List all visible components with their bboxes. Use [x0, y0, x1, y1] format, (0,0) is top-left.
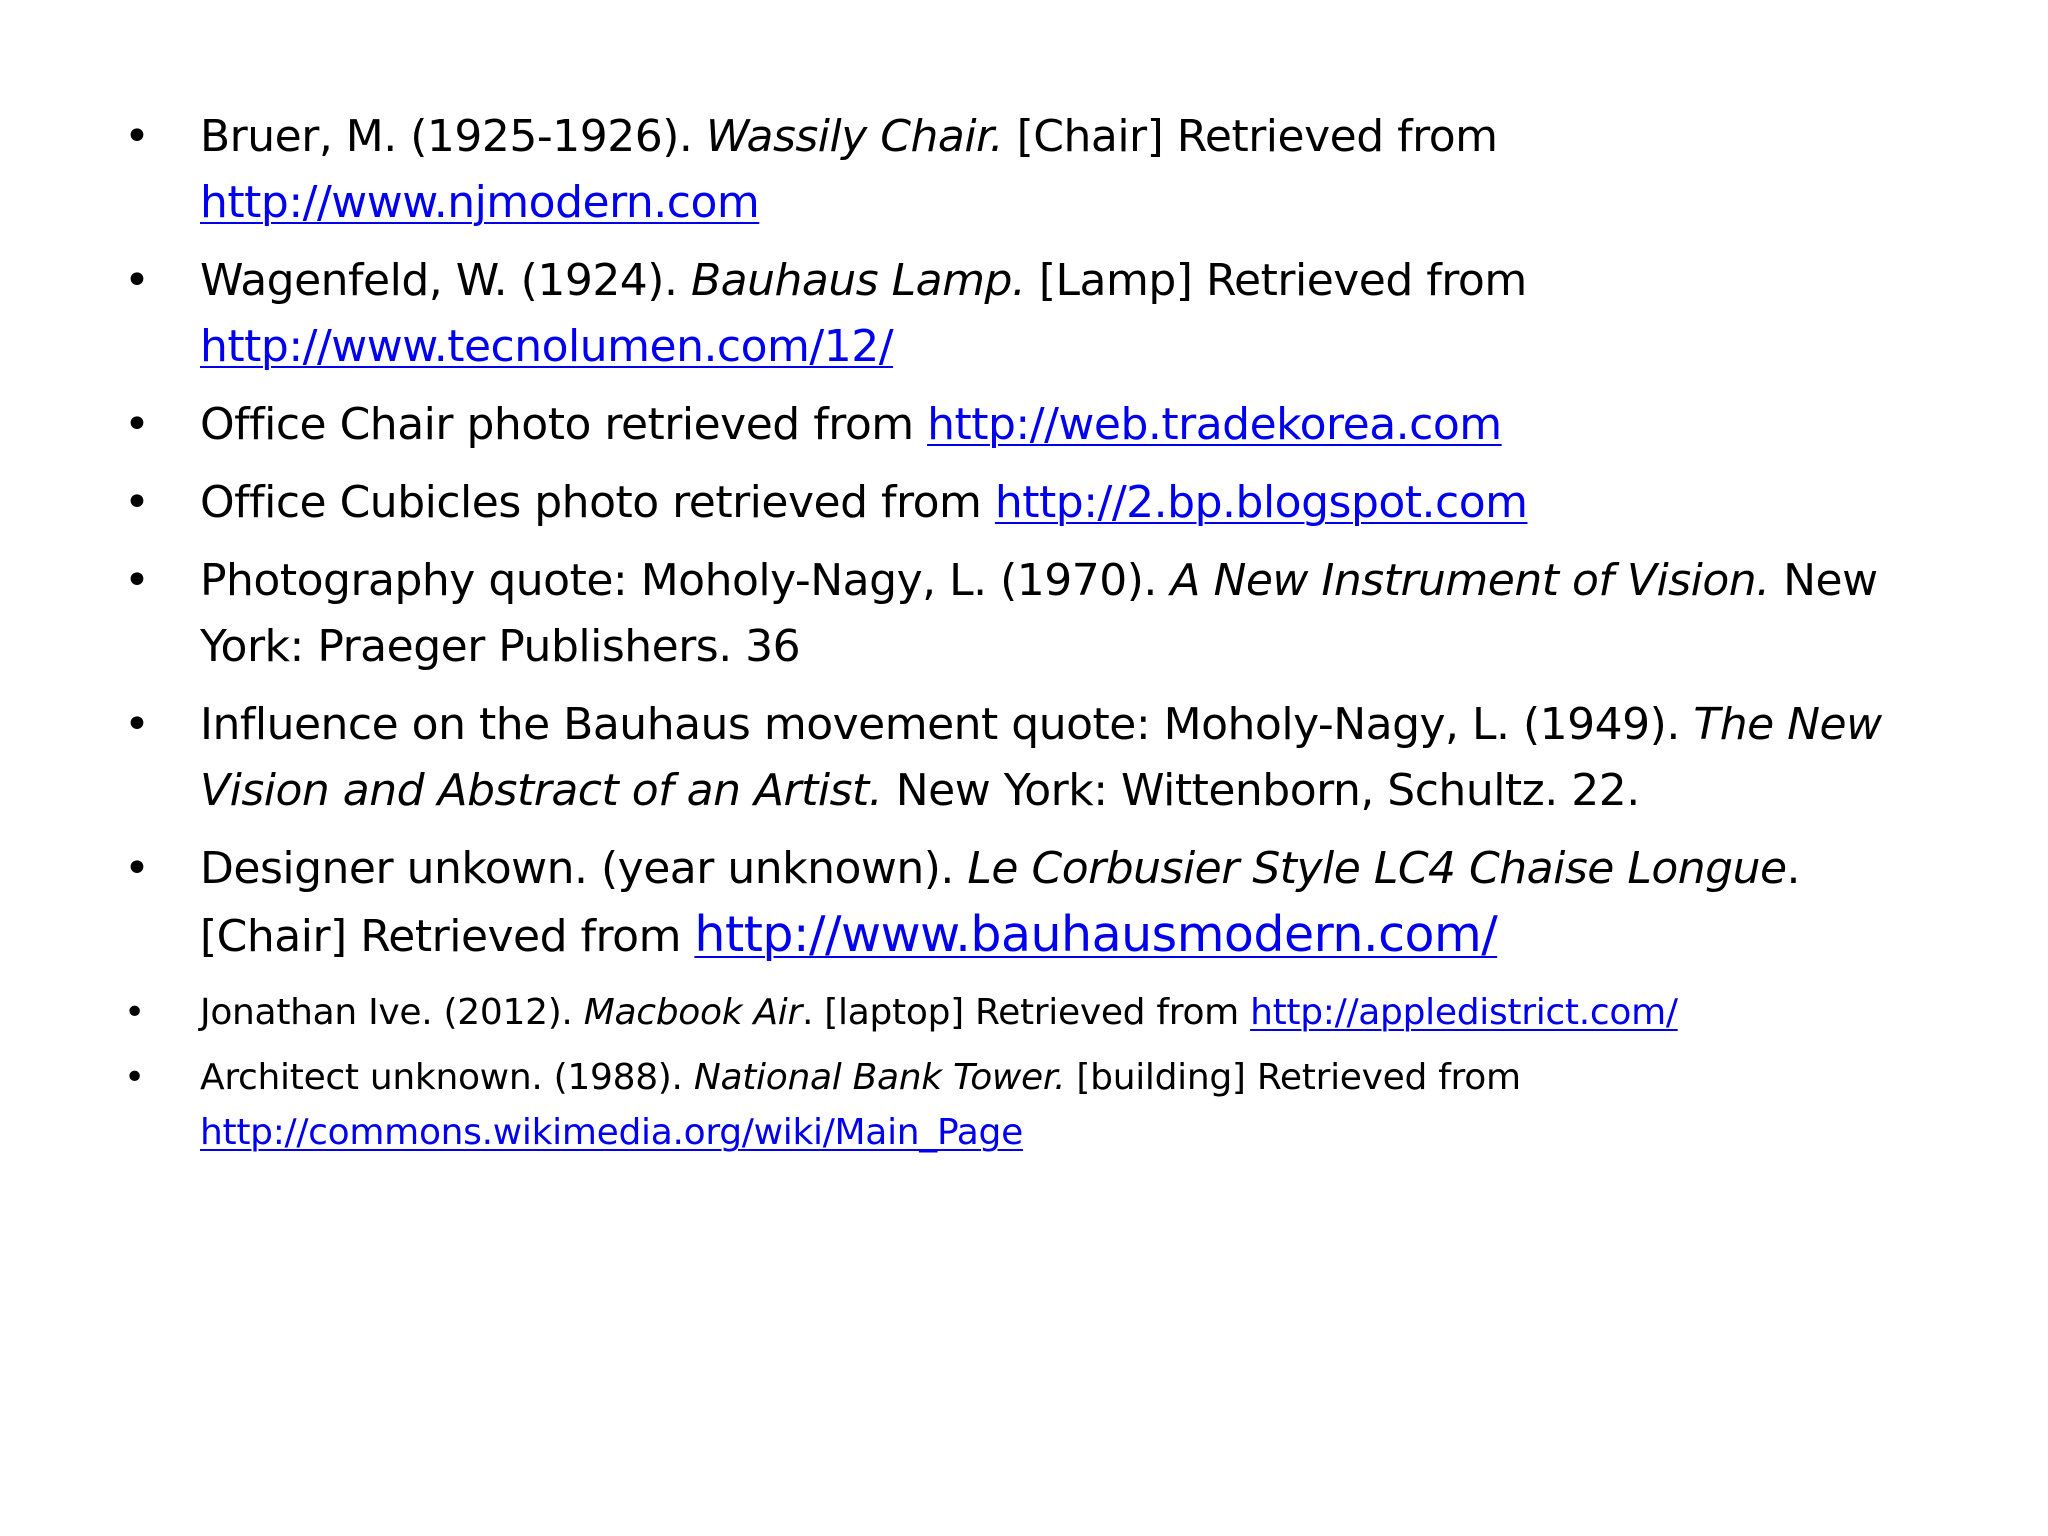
- reference-line: [200, 1105, 1940, 1160]
- source-link-appledistrict[interactable]: http://appledistrict.com/: [1250, 992, 1678, 1033]
- reference-line: [200, 170, 1940, 236]
- reference-line: [200, 902, 1940, 970]
- citation-text: .: [1786, 843, 1801, 894]
- bullet-icon: •: [124, 399, 150, 450]
- citation-text: [Chair] Retrieved from: [200, 911, 695, 962]
- work-title: Bauhaus Lamp.: [690, 255, 1026, 306]
- bullet-icon: •: [124, 555, 150, 606]
- citation-text: [building] Retrieved from: [1065, 1057, 1521, 1098]
- reference-item-national-bank-tower: [124, 1050, 1940, 1160]
- source-link-bauhausmodern[interactable]: http://www.bauhausmodern.com/: [694, 906, 1498, 963]
- reference-line: [200, 985, 1940, 1040]
- reference-line: [200, 470, 1940, 536]
- reference-item-bruer: [124, 104, 1940, 236]
- reference-item-lc4-chaise: [124, 836, 1940, 970]
- reference-item-office-cubicles: [124, 470, 1940, 536]
- reference-line: [200, 758, 1940, 824]
- citation-text: Wagenfeld, W. (1924).: [200, 255, 691, 306]
- citation-text: New York: Wittenborn, Schultz. 22.: [882, 765, 1640, 816]
- reference-line: [200, 692, 1940, 758]
- citation-text: Office Cubicles photo retrieved from: [200, 477, 995, 528]
- citation-text: Architect unknown. (1988).: [200, 1057, 694, 1098]
- work-title: National Bank Tower.: [693, 1057, 1066, 1098]
- bullet-icon: •: [124, 1057, 145, 1098]
- reference-item-wagenfeld: [124, 248, 1940, 380]
- reference-line: [200, 1050, 1940, 1105]
- reference-line: [200, 614, 1940, 680]
- reference-item-influence-quote: [124, 692, 1940, 824]
- reference-line: [200, 248, 1940, 314]
- bullet-icon: •: [124, 843, 150, 894]
- citation-text: New: [1769, 555, 1878, 606]
- bullet-icon: •: [124, 477, 150, 528]
- reference-line: [200, 548, 1940, 614]
- citation-text: . [laptop] Retrieved from: [801, 992, 1251, 1033]
- bullet-icon: •: [124, 699, 150, 750]
- bullet-icon: •: [124, 992, 145, 1033]
- work-title: Macbook Air: [583, 992, 802, 1033]
- citation-text: Designer unkown. (year unknown).: [200, 843, 968, 894]
- citation-text: Influence on the Bauhaus movement quote: Moholy-Nagy, L. (1949).: [200, 699, 1694, 750]
- bullet-icon: •: [124, 255, 150, 306]
- reference-line: [200, 314, 1940, 380]
- reference-item-macbook-air: [124, 985, 1940, 1040]
- reference-item-photography-quote: [124, 548, 1940, 680]
- reference-line: [200, 104, 1940, 170]
- source-link-tradekorea[interactable]: http://web.tradekorea.com: [927, 399, 1502, 450]
- bullet-icon: •: [124, 111, 150, 162]
- reference-item-office-chair: [124, 392, 1940, 458]
- reference-line: [200, 836, 1940, 902]
- citation-text: Jonathan Ive. (2012).: [200, 992, 584, 1033]
- source-link-tecnolumen[interactable]: http://www.tecnolumen.com/12/: [200, 321, 894, 372]
- citation-text: [Lamp] Retrieved from: [1025, 255, 1527, 306]
- source-link-wikimedia[interactable]: http://commons.wikimedia.org/wiki/Main_Page: [200, 1112, 1023, 1153]
- work-title: A New Instrument of Vision.: [1170, 555, 1770, 606]
- citation-text: Office Chair photo retrieved from: [200, 399, 928, 450]
- citation-text: [Chair] Retrieved from: [1003, 111, 1498, 162]
- citation-text: Photography quote: Moholy-Nagy, L. (1970).: [200, 555, 1171, 606]
- work-title: The New: [1693, 699, 1882, 750]
- source-link-njmodern[interactable]: http://www.njmodern.com: [200, 177, 760, 228]
- work-title: Wassily Chair.: [705, 111, 1004, 162]
- work-title: Vision and Abstract of an Artist.: [200, 765, 883, 816]
- source-link-blogspot[interactable]: http://2.bp.blogspot.com: [994, 477, 1528, 528]
- citation-text: York: Praeger Publishers. 36: [200, 621, 801, 672]
- citation-text: Bruer, M. (1925-1926).: [200, 111, 706, 162]
- work-title: Le Corbusier Style LC4 Chaise Longue: [967, 843, 1787, 894]
- reference-line: [200, 392, 1940, 458]
